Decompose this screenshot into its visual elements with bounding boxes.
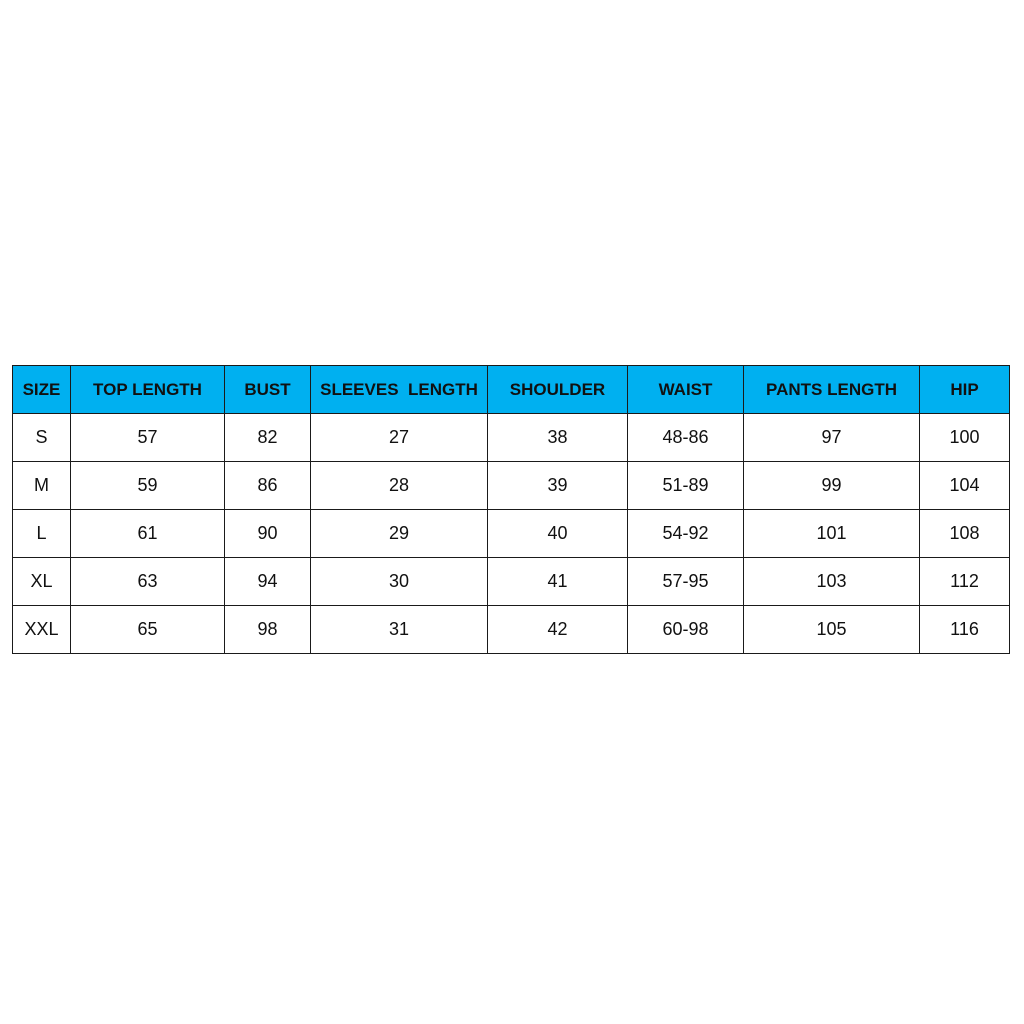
cell-sleeves-length: 30 <box>311 558 488 606</box>
cell-sleeves-length: 27 <box>311 414 488 462</box>
cell-top-length: 61 <box>71 510 225 558</box>
cell-top-length: 59 <box>71 462 225 510</box>
header-waist: WAIST <box>628 366 744 414</box>
cell-bust: 90 <box>225 510 311 558</box>
cell-size: XL <box>13 558 71 606</box>
cell-pants-length: 97 <box>744 414 920 462</box>
table-row <box>13 606 1010 654</box>
header-bust: BUST <box>225 366 311 414</box>
table-row <box>13 414 1010 462</box>
header-shoulder: SHOULDER <box>488 366 628 414</box>
cell-pants-length: 105 <box>744 606 920 654</box>
cell-bust: 98 <box>225 606 311 654</box>
cell-waist: 48-86 <box>628 414 744 462</box>
cell-top-length: 65 <box>71 606 225 654</box>
cell-size: L <box>13 510 71 558</box>
cell-hip: 108 <box>920 510 1010 558</box>
header-top-length: TOP LENGTH <box>71 366 225 414</box>
cell-shoulder: 42 <box>488 606 628 654</box>
cell-top-length: 63 <box>71 558 225 606</box>
cell-sleeves-length: 29 <box>311 510 488 558</box>
cell-hip: 116 <box>920 606 1010 654</box>
cell-shoulder: 41 <box>488 558 628 606</box>
cell-waist: 60-98 <box>628 606 744 654</box>
size-chart-table <box>12 365 1010 654</box>
header-size: SIZE <box>13 366 71 414</box>
header-sleeves-length: SLEEVES LENGTH <box>311 366 488 414</box>
cell-hip: 104 <box>920 462 1010 510</box>
cell-hip: 100 <box>920 414 1010 462</box>
cell-shoulder: 40 <box>488 510 628 558</box>
cell-shoulder: 38 <box>488 414 628 462</box>
cell-hip: 112 <box>920 558 1010 606</box>
header-hip: HIP <box>920 366 1010 414</box>
cell-shoulder: 39 <box>488 462 628 510</box>
cell-waist: 57-95 <box>628 558 744 606</box>
cell-bust: 82 <box>225 414 311 462</box>
cell-pants-length: 99 <box>744 462 920 510</box>
table-row <box>13 558 1010 606</box>
cell-size: XXL <box>13 606 71 654</box>
table-row <box>13 462 1010 510</box>
cell-size: M <box>13 462 71 510</box>
cell-top-length: 57 <box>71 414 225 462</box>
cell-size: S <box>13 414 71 462</box>
cell-bust: 86 <box>225 462 311 510</box>
cell-bust: 94 <box>225 558 311 606</box>
table-row <box>13 510 1010 558</box>
cell-sleeves-length: 31 <box>311 606 488 654</box>
header-pants-length: PANTS LENGTH <box>744 366 920 414</box>
cell-pants-length: 103 <box>744 558 920 606</box>
cell-waist: 54-92 <box>628 510 744 558</box>
header-row <box>13 366 1010 414</box>
cell-sleeves-length: 28 <box>311 462 488 510</box>
cell-pants-length: 101 <box>744 510 920 558</box>
cell-waist: 51-89 <box>628 462 744 510</box>
